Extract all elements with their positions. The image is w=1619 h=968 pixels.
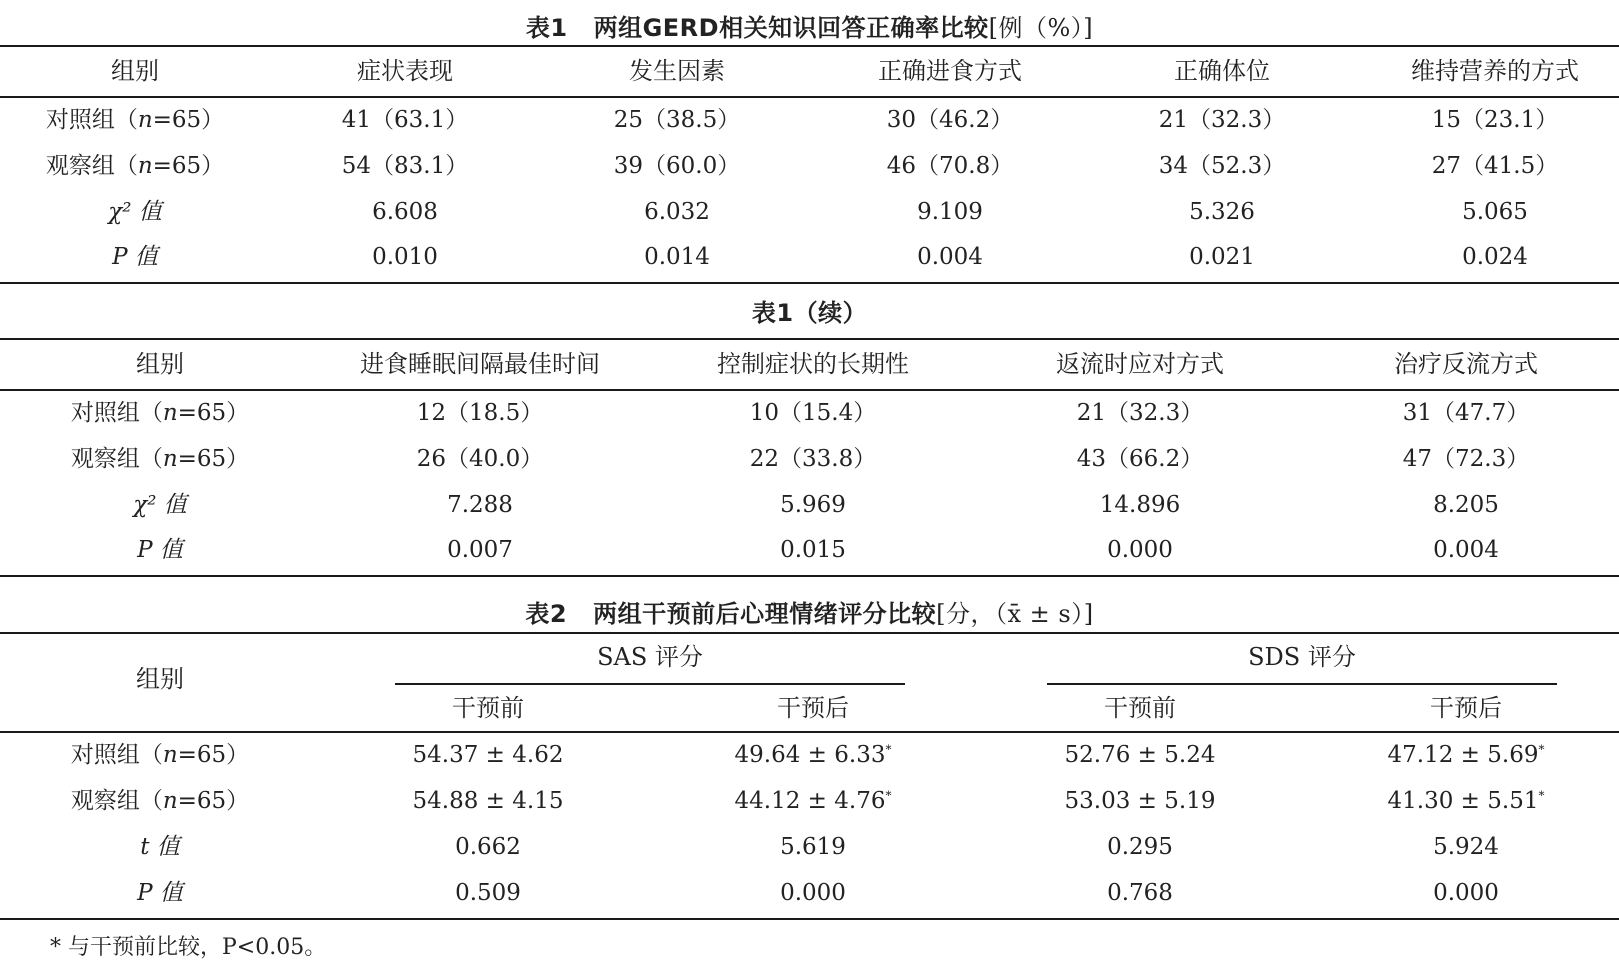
table-footnote: * 与干预前比较，P<0.05。 (50, 935, 327, 960)
data-cell: 0.014 (644, 244, 710, 270)
table1-header-cell: 发生因素 (629, 57, 725, 85)
data-cell: 54（83.1） (341, 153, 469, 179)
data-cell: 5.619 (780, 834, 846, 860)
table2-subheader-cell: 干预后 (1430, 694, 1502, 722)
data-cell: 54.37 ± 4.62 (412, 742, 564, 768)
table1-cont-header-cell: 控制症状的长期性 (717, 350, 909, 378)
table1-cont-header-cell: 治疗反流方式 (1394, 350, 1538, 378)
table1-header-cell: 正确进食方式 (878, 57, 1022, 85)
data-cell: 5.326 (1189, 199, 1255, 225)
table2-label: 表2 (525, 600, 568, 628)
data-cell: 10（15.4） (749, 400, 877, 426)
data-cell: 54.88 ± 4.15 (412, 788, 564, 814)
data-cell: 52.76 ± 5.24 (1064, 742, 1216, 768)
data-cell: 0.021 (1189, 244, 1255, 270)
data-cell: 8.205 (1433, 492, 1499, 518)
significance-marker: * (885, 788, 892, 803)
data-cell: 0.000 (1107, 537, 1173, 563)
data-cell: 0.000 (780, 880, 846, 906)
table1-top-rule (0, 45, 1619, 47)
table1-header-cell: 正确体位 (1174, 57, 1270, 85)
table2-caption (0, 594, 1619, 629)
data-cell: 44.12 ± 4.76* (734, 788, 892, 814)
data-cell: 43（66.2） (1076, 446, 1204, 472)
table-row (0, 778, 1619, 824)
data-cell: 30（46.2） (886, 107, 1014, 133)
chi-square-label: χ² 值 (133, 492, 187, 518)
table-row (0, 189, 1619, 235)
data-cell: 15（23.1） (1431, 107, 1559, 133)
data-cell: 6.032 (644, 199, 710, 225)
group-label: 对照组（n=65） (70, 400, 250, 426)
table1-cont-header-cell: 返流时应对方式 (1056, 350, 1224, 378)
data-cell: 25（38.5） (613, 107, 741, 133)
data-cell: 5.969 (780, 492, 846, 518)
table2-title: 两组干预前后心理情绪评分比较 (593, 600, 937, 628)
p-value-label: P 值 (137, 880, 183, 906)
table-row (0, 527, 1619, 573)
table1-cont-header-row (0, 341, 1619, 387)
data-cell: 46（70.8） (886, 153, 1014, 179)
data-cell: 0.295 (1107, 834, 1173, 860)
table-row (0, 97, 1619, 143)
table1-cont-header-cell: 组别 (136, 350, 184, 378)
significance-marker: * (885, 742, 892, 757)
data-cell: 0.509 (455, 880, 521, 906)
table-row (0, 234, 1619, 280)
data-cell: 7.288 (447, 492, 513, 518)
data-cell: 5.924 (1433, 834, 1499, 860)
table2-subheader-cell: 干预前 (452, 694, 524, 722)
table-row (0, 732, 1619, 778)
table1-cont-header-cell: 进食睡眠间隔最佳时间 (360, 350, 600, 378)
chi-square-label: χ² 值 (108, 199, 162, 225)
table1-cont-caption: 表1（续） (751, 299, 868, 327)
group-label: 对照组（n=65） (70, 742, 250, 768)
table2-sas-header: SAS 评分 (597, 643, 703, 671)
table1-header-cell: 维持营养的方式 (1411, 57, 1579, 85)
table1-cont-top-rule (0, 338, 1619, 340)
table1-unit: [例（%）] (988, 14, 1094, 42)
data-cell: 27（41.5） (1431, 153, 1559, 179)
data-cell: 0.015 (780, 537, 846, 563)
table2-subheader-cell: 干预后 (777, 694, 849, 722)
data-cell: 0.010 (372, 244, 438, 270)
table1-header-cell: 症状表现 (357, 57, 453, 85)
data-cell: 0.768 (1107, 880, 1173, 906)
table2-subheader-row (0, 685, 1619, 731)
data-cell: 0.004 (917, 244, 983, 270)
data-cell: 31（47.7） (1402, 400, 1530, 426)
group-label: 对照组（n=65） (45, 107, 225, 133)
data-cell: 47（72.3） (1402, 446, 1530, 472)
table-row (0, 436, 1619, 482)
table1-label: 表1 (525, 14, 568, 42)
group-label: 观察组（n=65） (70, 788, 250, 814)
data-cell: 34（52.3） (1158, 153, 1286, 179)
data-cell: 47.12 ± 5.69* (1387, 742, 1545, 768)
data-cell: 21（32.3） (1076, 400, 1204, 426)
data-cell: 53.03 ± 5.19 (1064, 788, 1216, 814)
data-cell: 9.109 (917, 199, 983, 225)
p-value-label: P 值 (137, 537, 183, 563)
data-cell: 39（60.0） (613, 153, 741, 179)
table2-bottom-rule (0, 918, 1619, 920)
table2-group-header: 组别 (136, 665, 184, 693)
data-cell: 0.662 (455, 834, 521, 860)
table-row (0, 824, 1619, 870)
data-cell: 41.30 ± 5.51* (1387, 788, 1545, 814)
data-cell: 49.64 ± 6.33* (734, 742, 892, 768)
table1-caption (0, 8, 1619, 43)
group-label: 观察组（n=65） (70, 446, 250, 472)
data-cell: 0.024 (1462, 244, 1528, 270)
table2-sds-header: SDS 评分 (1248, 643, 1356, 671)
table2-subheader-cell: 干预前 (1104, 694, 1176, 722)
data-cell: 26（40.0） (416, 446, 544, 472)
data-cell: 6.608 (372, 199, 438, 225)
significance-marker: * (1538, 788, 1545, 803)
data-cell: 0.004 (1433, 537, 1499, 563)
p-value-label: P 值 (112, 244, 158, 270)
table1-title: 两组GERD相关知识回答正确率比较 (593, 14, 989, 42)
table1-header-row (0, 48, 1619, 94)
table1-bottom-rule (0, 282, 1619, 284)
data-cell: 14.896 (1099, 492, 1181, 518)
table-row (0, 390, 1619, 436)
data-cell: 41（63.1） (341, 107, 469, 133)
table2-unit: [分，（x̄ ± s）] (936, 600, 1094, 628)
significance-marker: * (1538, 742, 1545, 757)
table-row (0, 870, 1619, 916)
group-label: 观察组（n=65） (45, 153, 225, 179)
data-cell: 12（18.5） (416, 400, 544, 426)
table-row (0, 143, 1619, 189)
table1-header-cell: 组别 (111, 57, 159, 85)
data-cell: 22（33.8） (749, 446, 877, 472)
t-value-label: t 值 (140, 834, 180, 860)
data-cell: 0.000 (1433, 880, 1499, 906)
data-cell: 5.065 (1462, 199, 1528, 225)
table-row (0, 482, 1619, 528)
data-cell: 0.007 (447, 537, 513, 563)
table1-cont-bottom-rule (0, 575, 1619, 577)
data-cell: 21（32.3） (1158, 107, 1286, 133)
